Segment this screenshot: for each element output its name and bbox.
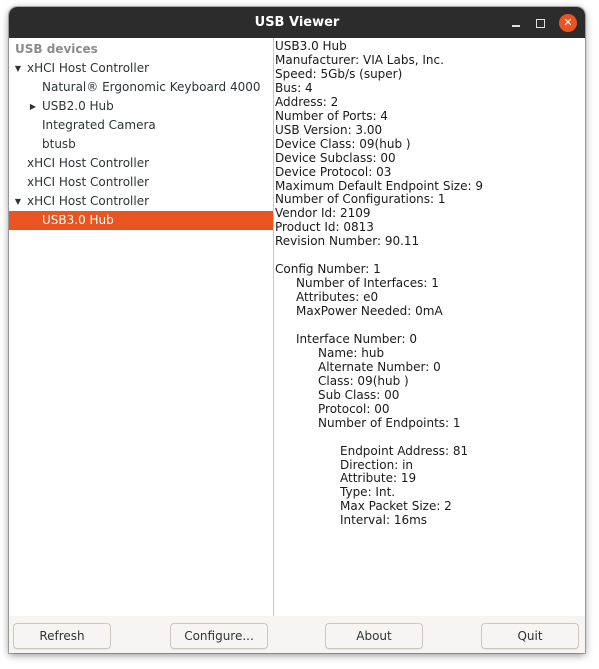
device-details-panel[interactable]: [274, 38, 585, 617]
tree-row[interactable]: [9, 135, 273, 154]
window-title: USB Viewer: [254, 15, 340, 30]
detail-line: USB Version: 3.00: [275, 122, 383, 137]
about-button[interactable]: About: [325, 623, 423, 649]
detail-line: Interface Number: 0: [296, 331, 418, 346]
detail-line: Alternate Number: 0: [318, 359, 441, 374]
button-bar: [9, 616, 585, 653]
detail-line: Endpoint Address: 81: [340, 443, 469, 458]
detail-line: Number of Configurations: 1: [275, 192, 446, 207]
detail-line: Device Protocol: 03: [275, 164, 392, 179]
quit-button[interactable]: Quit: [481, 623, 579, 649]
refresh-button[interactable]: Refresh: [13, 623, 111, 649]
minimize-button[interactable]: [508, 14, 526, 32]
close-icon: ✕: [563, 16, 573, 29]
tree-row-selected[interactable]: [9, 211, 273, 230]
detail-line: Number of Endpoints: 1: [318, 415, 461, 430]
detail-line: Number of Ports: 4: [275, 108, 388, 123]
detail-line: Address: 2: [275, 94, 339, 109]
detail-line: Sub Class: 00: [318, 387, 400, 402]
tree-row-label: Integrated Camera: [42, 118, 156, 132]
usb-viewer-window: [9, 7, 585, 653]
maximize-button[interactable]: [532, 14, 550, 32]
detail-line: Attribute: 19: [340, 471, 417, 486]
detail-line: Maximum Default Endpoint Size: 9: [275, 178, 483, 193]
detail-line: Product Id: 0813: [275, 220, 374, 235]
detail-line: Device Class: 09(hub ): [275, 136, 411, 151]
detail-line: USB3.0 Hub: [275, 39, 347, 53]
expander-expanded-icon[interactable]: ▼: [14, 197, 22, 206]
detail-line: Config Number: 1: [275, 262, 381, 277]
detail-line: Direction: in: [340, 457, 414, 472]
tree-row[interactable]: [9, 78, 273, 97]
detail-line: Max Packet Size: 2: [340, 499, 452, 514]
tree-row-label: USB3.0 Hub: [42, 213, 114, 227]
tree-row-label: xHCI Host Controller: [27, 156, 150, 170]
tree-row[interactable]: [9, 116, 273, 135]
minimize-icon: [512, 25, 520, 27]
tree-row[interactable]: [9, 59, 273, 78]
expander-expanded-icon[interactable]: ▼: [14, 64, 22, 73]
detail-line: Type: Int.: [340, 485, 396, 500]
tree-row-label: btusb: [42, 137, 76, 151]
tree-row-label: Natural® Ergonomic Keyboard 4000: [42, 80, 261, 94]
usb-device-tree[interactable]: [9, 38, 274, 617]
title-bar[interactable]: [9, 7, 585, 38]
detail-line: Attributes: e0: [296, 290, 379, 305]
tree-row-label: USB2.0 Hub: [42, 99, 114, 113]
configure-button[interactable]: Configure...: [170, 623, 268, 649]
detail-line: Manufacturer: VIA Labs, Inc.: [275, 52, 444, 67]
tree-row[interactable]: [9, 154, 273, 173]
detail-line: Number of Interfaces: 1: [296, 276, 439, 291]
detail-line: Protocol: 00: [318, 401, 390, 416]
tree-row-label: xHCI Host Controller: [27, 194, 150, 208]
maximize-icon: [536, 19, 545, 28]
detail-line: Class: 09(hub ): [318, 373, 409, 388]
detail-line: Bus: 4: [275, 80, 313, 95]
detail-line: Revision Number: 90.11: [275, 234, 420, 249]
tree-row-label: xHCI Host Controller: [27, 175, 150, 189]
detail-line: Name: hub: [318, 345, 385, 360]
tree-row[interactable]: [9, 173, 273, 192]
detail-line: Speed: 5Gb/s (super): [275, 66, 403, 81]
detail-line: Interval: 16ms: [340, 513, 428, 528]
expander-collapsed-icon[interactable]: ▶: [29, 102, 37, 111]
tree-row[interactable]: [9, 97, 273, 116]
tree-row[interactable]: [9, 192, 273, 211]
tree-row-label: xHCI Host Controller: [27, 61, 150, 75]
close-button[interactable]: [559, 14, 577, 32]
detail-line: Vendor Id: 2109: [275, 206, 371, 221]
tree-column-header[interactable]: USB devices: [15, 42, 98, 56]
detail-line: Device Subclass: 00: [275, 150, 396, 165]
detail-line: MaxPower Needed: 0mA: [296, 304, 443, 319]
